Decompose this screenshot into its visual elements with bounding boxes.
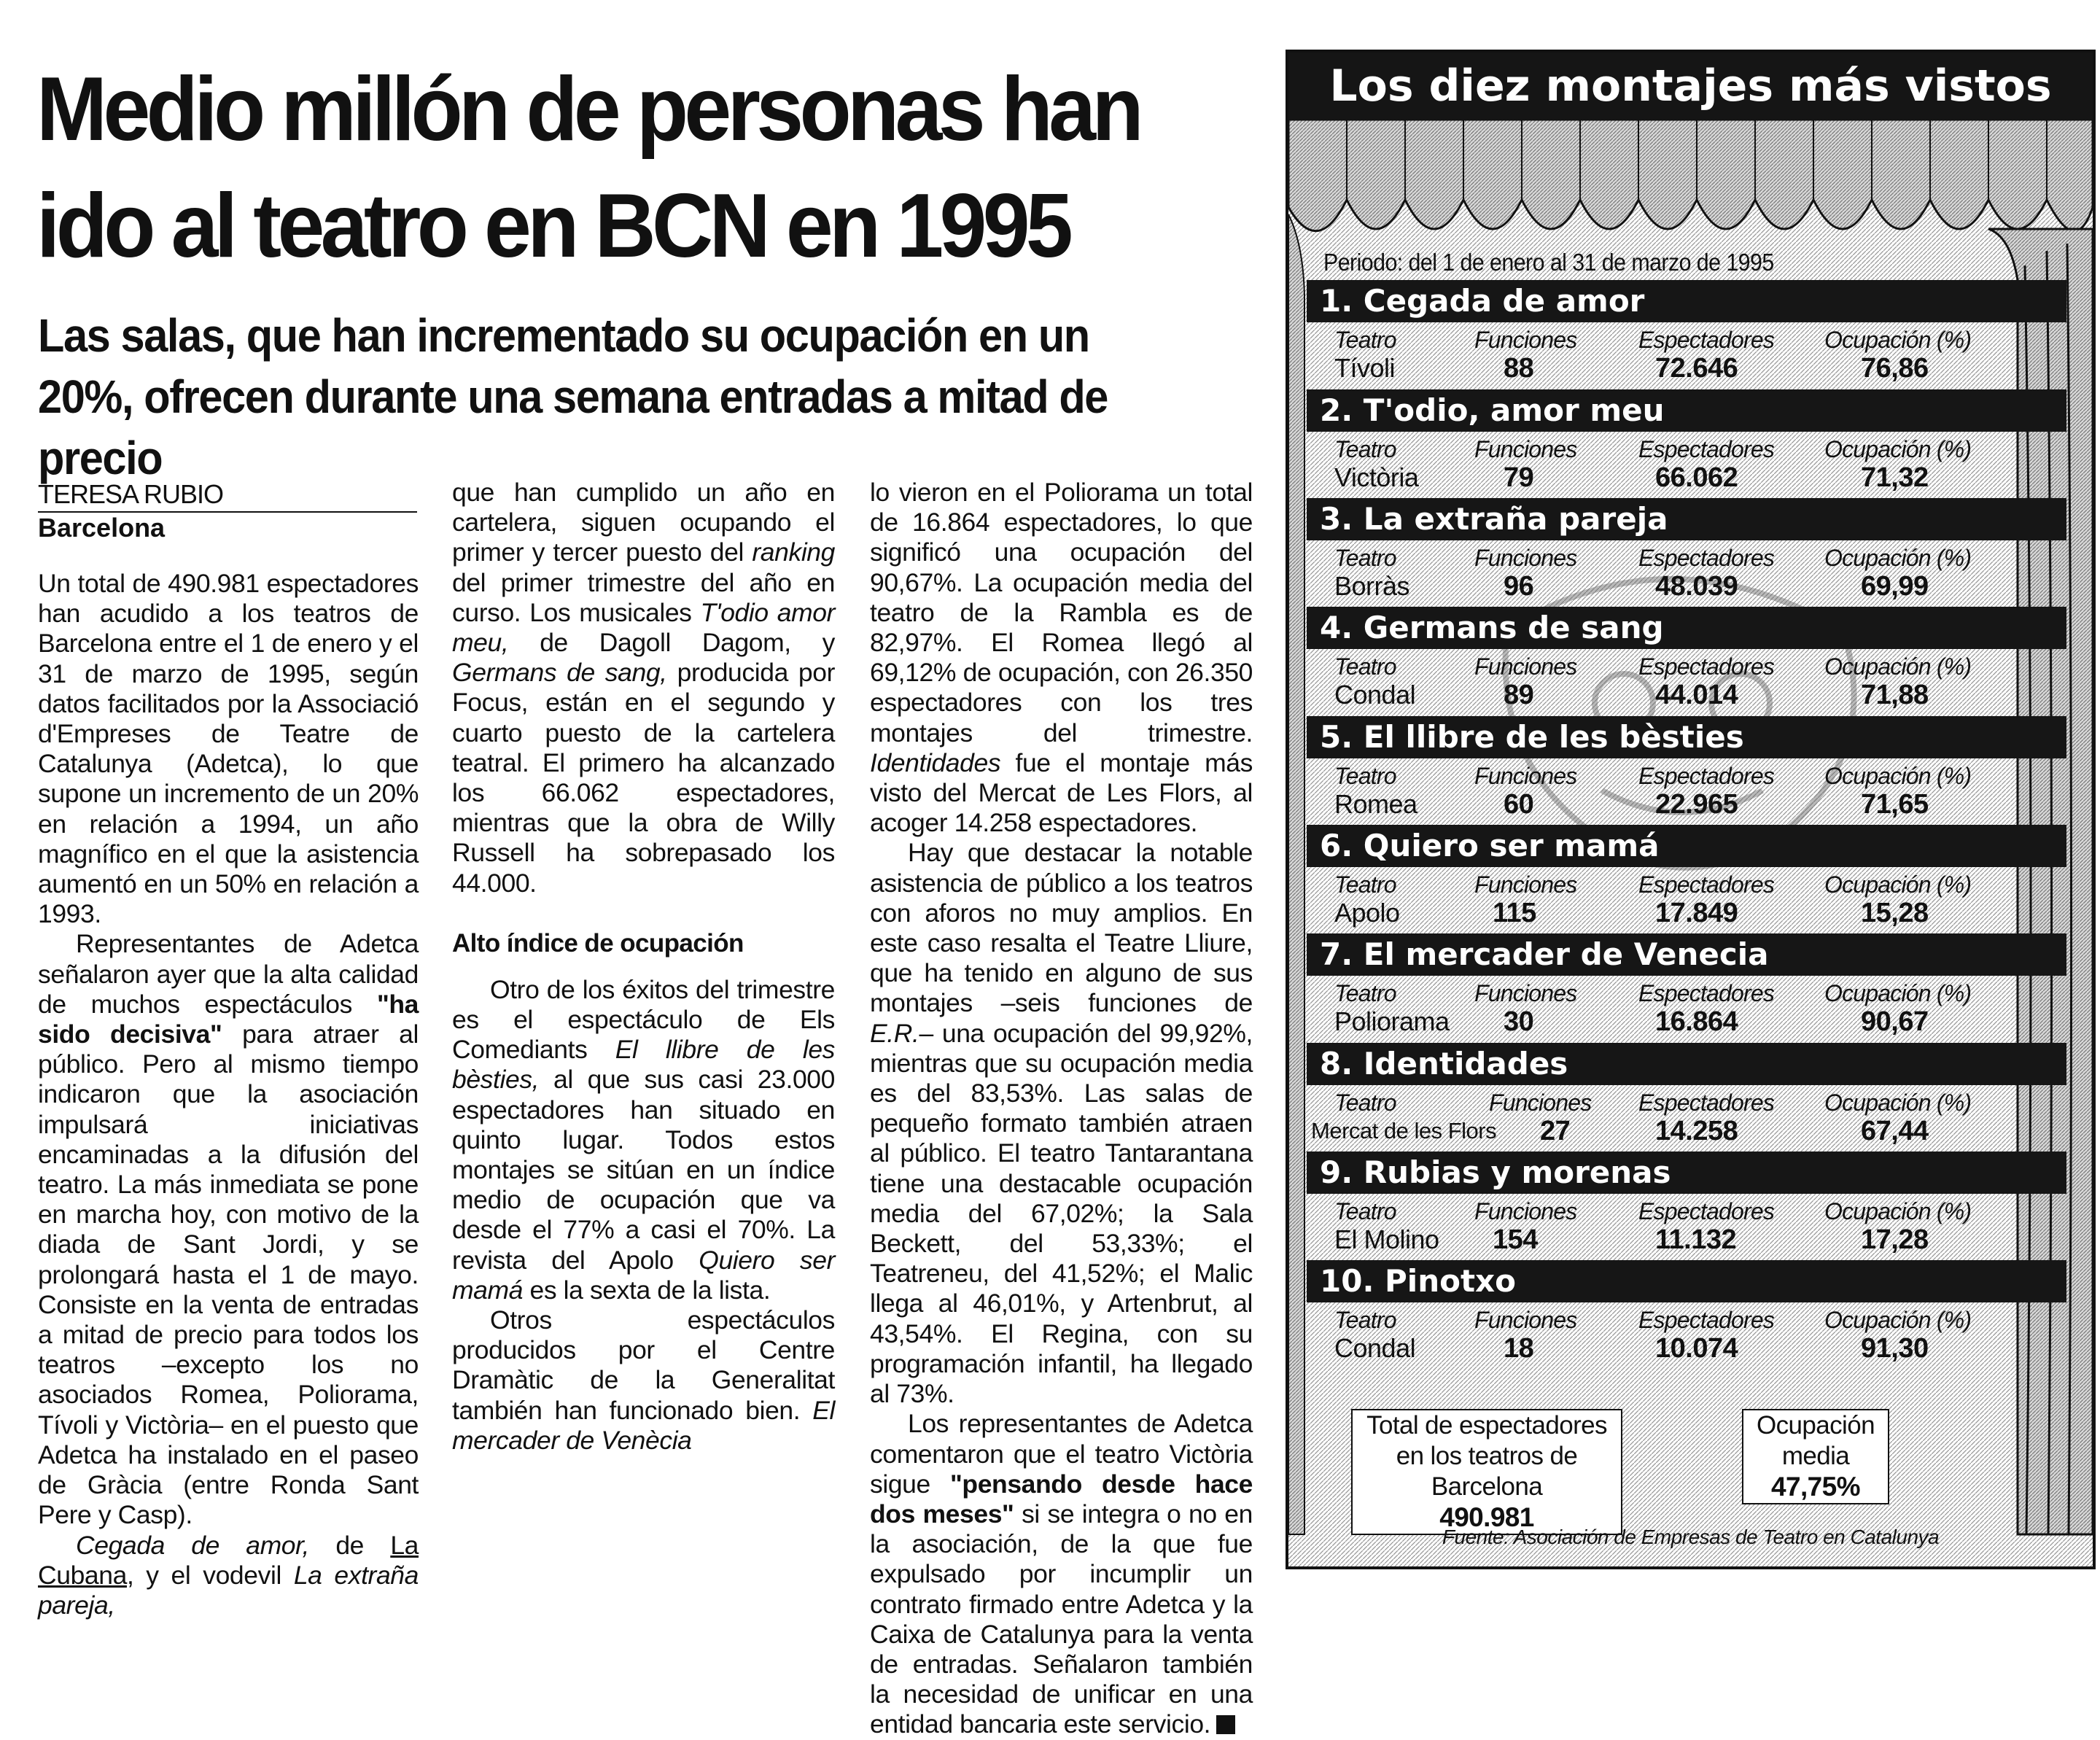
paragraph-4 <box>452 975 835 1305</box>
ranking-entry <box>1307 1260 2066 1368</box>
paragraph-2 <box>38 929 419 1530</box>
total-spectators-label: Total de espectadores en los teatros de Barcelona <box>1366 1411 1607 1501</box>
value-espectadores: 48.039 <box>1655 571 1738 602</box>
quote-ha-sido-decisiva: "ha sido decisiva" <box>38 989 419 1049</box>
paragraph-2-text-a: Representantes de Adetca señalaron ayer que la alta calidad de muchos espectáculos <box>38 929 419 1019</box>
paragraph-4-text-a: Otro de los éxitos del trimestre es el espectáculo de Els Comediants <box>452 974 835 1065</box>
column-label-espectadores: Espectadores <box>1638 1090 1775 1116</box>
dateline: Barcelona <box>38 513 166 543</box>
title-identidades: Identidades <box>870 747 1001 777</box>
company-la-cubana: La Cubana <box>38 1530 419 1590</box>
column-label-funciones: Funciones <box>1489 1090 1592 1116</box>
column-label-teatro: Teatro <box>1334 436 1396 462</box>
value-ocupacion: 69,99 <box>1861 571 1929 602</box>
value-ocupacion: 67,44 <box>1861 1116 1929 1146</box>
end-mark <box>1216 1715 1235 1734</box>
column-label-ocupacion: Ocupación (%) <box>1824 980 1972 1006</box>
paragraph-5-text-e: fue el montaje más visto del Mercat de Les Flors, al acoger 14.258 espectadores. <box>870 747 1253 838</box>
value-espectadores: 10.074 <box>1655 1333 1738 1364</box>
column-label-teatro: Teatro <box>1334 871 1396 898</box>
column-label-funciones: Funciones <box>1474 980 1577 1006</box>
value-ocupacion: 71,32 <box>1861 462 1929 493</box>
value-teatro: Mercat de les Flors <box>1311 1118 1497 1143</box>
column-label-espectadores: Espectadores <box>1638 545 1775 571</box>
paragraph-5-text-c: lo vieron en el Poliorama un total de 16.864 espectadores, lo que significó una ocupación del 90,67%. La ocupación media del teatro de la Rambla es de 82,97%. El Romea llegó al 69,12% de ocupación, con 26.350 espectadores con los tres montajes del trimestre. <box>870 478 1253 747</box>
headline: Medio millón de personas han ido al teatro en BCN en 1995 <box>36 59 1140 276</box>
paragraph-3-cont <box>452 478 835 898</box>
column-label-ocupacion: Ocupación (%) <box>1824 763 1972 789</box>
column-label-ocupacion: Ocupación (%) <box>1824 1090 1972 1116</box>
total-spectators-value: 490.981 <box>1439 1502 1534 1532</box>
entry-title-bar: 6. Quiero ser mamá <box>1307 825 2066 867</box>
paragraph-3-text-h: del primer trimestre del año en curso. Los musicales <box>452 567 835 627</box>
total-spectators-box <box>1351 1409 1622 1535</box>
column-label-espectadores: Espectadores <box>1638 653 1775 680</box>
column-label-teatro: Teatro <box>1334 1198 1396 1224</box>
value-teatro: Condal <box>1334 680 1416 710</box>
paragraph-3-start <box>38 1531 419 1621</box>
average-occupancy-label: Ocupación media <box>1757 1411 1875 1470</box>
byline: TERESA RUBIO <box>38 478 417 513</box>
paragraph-4-text-e: es la sexta de la lista. <box>523 1275 771 1305</box>
subheadline: Las salas, que han incrementado su ocupación en un 20%, ofrecen durante una semana entradas a mitad de precio <box>38 309 1108 484</box>
section-subtitle: Alto índice de ocupación <box>452 928 744 958</box>
ranking-entry <box>1307 825 2066 933</box>
value-funciones: 89 <box>1504 680 1534 710</box>
column-label-funciones: Funciones <box>1474 871 1577 898</box>
ranking-entry <box>1307 389 2066 497</box>
value-ocupacion: 90,67 <box>1861 1006 1929 1037</box>
title-cegada-de-amor: Cegada de amor, <box>76 1530 310 1560</box>
column-label-espectadores: Espectadores <box>1638 980 1775 1006</box>
value-funciones: 88 <box>1504 353 1534 384</box>
paragraph-6 <box>870 838 1253 1409</box>
paragraph-7-text-a: Los representantes de Adetca comentaron que el teatro Victòria sigue <box>870 1409 1253 1499</box>
column-label-funciones: Funciones <box>1474 1198 1577 1224</box>
entry-title-bar: 8. Identidades <box>1307 1043 2066 1085</box>
column-label-ocupacion: Ocupación (%) <box>1824 545 1972 571</box>
value-espectadores: 44.014 <box>1655 680 1738 710</box>
column-label-teatro: Teatro <box>1334 980 1396 1006</box>
column-label-funciones: Funciones <box>1474 545 1577 571</box>
column-label-espectadores: Espectadores <box>1638 871 1775 898</box>
period-label: Periodo: del 1 de enero al 31 de marzo de 1995 <box>1323 249 1774 276</box>
entry-title-bar: 2. T'odio, amor meu <box>1307 389 2066 432</box>
article-column-3 <box>870 478 1253 1740</box>
title-el-llibre: El llibre de les bèsties, <box>452 1035 836 1095</box>
entry-title-bar: 1. Cegada de amor <box>1307 280 2066 322</box>
paragraph-4-text-c: al que sus casi 23.000 espectadores han situado en quinto lugar. Todos estos montajes se sitúan en un índice medio de ocupación que va desde el 77% a casi el 70%. La revista del Apolo <box>452 1065 835 1275</box>
value-teatro: Romea <box>1334 789 1418 819</box>
column-label-teatro: Teatro <box>1334 1307 1396 1333</box>
value-teatro: Poliorama <box>1334 1006 1450 1036</box>
ranking-entry <box>1307 716 2066 824</box>
ranking-entry <box>1307 280 2066 388</box>
entry-title-bar: 3. La extraña pareja <box>1307 498 2066 540</box>
column-label-espectadores: Espectadores <box>1638 327 1775 353</box>
column-label-ocupacion: Ocupación (%) <box>1824 327 1972 353</box>
column-label-teatro: Teatro <box>1334 327 1396 353</box>
entry-title-bar: 5. El llibre de les bèsties <box>1307 716 2066 758</box>
value-ocupacion: 15,28 <box>1861 898 1929 928</box>
value-teatro: El Molino <box>1334 1224 1439 1254</box>
column-label-ocupacion: Ocupación (%) <box>1824 871 1972 898</box>
entry-title-bar: 9. Rubias y morenas <box>1307 1151 2066 1194</box>
paragraph-5-cont <box>870 478 1253 838</box>
value-ocupacion: 91,30 <box>1861 1333 1929 1364</box>
ranking-entry <box>1307 498 2066 606</box>
value-espectadores: 16.864 <box>1655 1006 1738 1037</box>
title-quiero-ser-mama: Quiero ser mamá <box>452 1245 835 1305</box>
ranking-entry <box>1307 607 2066 715</box>
value-funciones: 18 <box>1504 1333 1534 1364</box>
paragraph-3-text-f: que han cumplido un año en cartelera, siguen ocupando el primer y tercer puesto del <box>452 478 835 567</box>
average-occupancy-box <box>1742 1409 1889 1504</box>
value-teatro: Victòria <box>1334 462 1419 492</box>
value-funciones: 30 <box>1504 1006 1534 1037</box>
value-teatro: Borràs <box>1334 571 1410 601</box>
title-el-mercader: El mercader de Venècia <box>452 1395 835 1455</box>
value-ocupacion: 71,88 <box>1861 680 1929 710</box>
entry-title-bar: 7. El mercader de Venecia <box>1307 933 2066 976</box>
paragraph-3-text-l: producida por Focus, están en el segundo y cuarto puesto de la cartelera teatral. El primero ha alcanzado los 66.062 espectadores, mientras que la obra de Willy Russell ha sobrepasado los 44.000. <box>452 658 835 898</box>
sidebar-title: Los diez montajes más vistos <box>1288 53 2093 120</box>
value-ocupacion: 71,65 <box>1861 789 1929 820</box>
column-label-funciones: Funciones <box>1474 327 1577 353</box>
value-espectadores: 17.849 <box>1655 898 1738 928</box>
article-column-2 <box>452 478 835 1456</box>
value-espectadores: 72.646 <box>1655 353 1738 384</box>
paragraph-3-text-j: de Dagoll Dagom, y <box>508 628 835 658</box>
title-todio-amor-meu: T'odio amor meu, <box>452 597 835 658</box>
ranking-entry <box>1307 933 2066 1041</box>
column-label-teatro: Teatro <box>1334 545 1396 571</box>
value-ocupacion: 76,86 <box>1861 353 1929 384</box>
title-la-extrana-pareja: La extraña pareja, <box>38 1560 419 1620</box>
ranking-entry <box>1307 1151 2066 1259</box>
paragraph-3-text-b: de <box>309 1530 391 1560</box>
value-teatro: Apolo <box>1334 898 1400 928</box>
paragraph-5-text-a: Otros espectáculos producidos por el Centre Dramàtic de la Generalitat también han funcionado bien. <box>452 1305 835 1425</box>
title-er: E.R. <box>870 1018 919 1048</box>
value-funciones: 27 <box>1540 1116 1571 1146</box>
value-teatro: Condal <box>1334 1333 1416 1363</box>
value-espectadores: 66.062 <box>1655 462 1738 493</box>
value-funciones: 79 <box>1504 462 1534 493</box>
column-label-ocupacion: Ocupación (%) <box>1824 1198 1972 1224</box>
column-label-funciones: Funciones <box>1474 436 1577 462</box>
column-label-espectadores: Espectadores <box>1638 1198 1775 1224</box>
column-label-teatro: Teatro <box>1334 1090 1396 1116</box>
source-note: Fuente: Asociación de Empresas de Teatro en Catalunya <box>1442 1526 1940 1548</box>
entry-title-bar: 4. Germans de sang <box>1307 607 2066 649</box>
value-funciones: 154 <box>1493 1224 1538 1255</box>
paragraph-2-text-c: para atraer al público. Pero al mismo tiempo indicaron que la asociación impulsará iniciativas encaminadas a la difusión del teatro. La más inmediata se pone en marcha hoy, con motivo de la diada de Sant Jordi, y se prolongará hasta el 1 de mayo. Consiste en la venta de entradas a mitad de precio para todos los teatros –excepto los no asociados Romea, Poliorama, Tívoli y Victòria– en el puesto que Adetca ha instalado en el paseo de Gràcia (entre Ronda Sant Pere y Casp). <box>38 1019 419 1530</box>
value-espectadores: 22.965 <box>1655 789 1738 820</box>
value-funciones: 60 <box>1504 789 1534 820</box>
value-espectadores: 11.132 <box>1655 1224 1737 1255</box>
entry-title-bar: 10. Pinotxo <box>1307 1260 2066 1302</box>
paragraph-7-text-c: si se integra o no en la asociación, de la que fue expulsado por incumplir un contrato firmado entre Adetca y la Caixa de Catalunya para la venta de entradas. Señalaron también la necesidad de unificar en una entidad bancaria este servicio. <box>870 1499 1253 1739</box>
column-label-teatro: Teatro <box>1334 653 1396 680</box>
paragraph-7 <box>870 1409 1253 1739</box>
column-label-funciones: Funciones <box>1474 653 1577 680</box>
average-occupancy-value: 47,75% <box>1771 1472 1860 1502</box>
value-espectadores: 14.258 <box>1655 1116 1738 1146</box>
value-teatro: Tívoli <box>1334 353 1396 383</box>
paragraph-5-start <box>452 1305 835 1456</box>
column-label-funciones: Funciones <box>1474 1307 1577 1333</box>
value-funciones: 115 <box>1493 898 1536 928</box>
paragraph-6-text-c: – una ocupación del 99,92%, mientras que su ocupación media es del 83,53%. Las salas de pequeño formato también atraen al público. El teatro Tantarantana tiene una destacable ocupación media del 67,02%; la Sala Beckett, del 53,33%; el Teatreneu, del 41,52%; el Malic llega al 46,01%, y Artenbrut, al 43,54%. El Regina, con su programación infantil, ha llegado al 73%. <box>870 1018 1253 1409</box>
column-label-ocupacion: Ocupación (%) <box>1824 653 1972 680</box>
word-ranking: ranking <box>752 537 835 567</box>
column-label-espectadores: Espectadores <box>1638 436 1775 462</box>
column-label-ocupacion: Ocupación (%) <box>1824 436 1972 462</box>
quote-pensando: "pensando desde hace dos meses" <box>870 1469 1253 1529</box>
paragraph-1: Un total de 490.981 espectadores han acudido a los teatros de Barcelona entre el 1 de enero y el 31 de marzo de 1995, según datos facilitados por la Associació d'Empreses de Teatre de Catalunya (Adetca), lo que supone un incremento de un 20% en relación a 1994, un año magnífico en el que la asistencia aumentó en un 50% en relación a 1993. <box>38 569 419 929</box>
title-germans-de-sang: Germans de sang, <box>452 658 667 688</box>
top-ten-sidebar <box>1286 50 2096 1569</box>
ranking-entry <box>1307 1043 2066 1151</box>
column-label-ocupacion: Ocupación (%) <box>1824 1307 1972 1333</box>
value-funciones: 96 <box>1504 571 1534 602</box>
paragraph-3-text-d: , y el vodevil <box>126 1560 294 1590</box>
article-column-1 <box>38 569 419 1620</box>
paragraph-6-text-a: Hay que destacar la notable asistencia de público a los teatros con aforos no muy amplios. En este caso resalta el Teatre Lliure, que ha tenido en alguno de sus montajes –seis funciones de <box>870 838 1253 1018</box>
column-label-espectadores: Espectadores <box>1638 1307 1775 1333</box>
value-ocupacion: 17,28 <box>1861 1224 1929 1255</box>
column-label-teatro: Teatro <box>1334 763 1396 789</box>
column-label-funciones: Funciones <box>1474 763 1577 789</box>
column-label-espectadores: Espectadores <box>1638 763 1775 789</box>
